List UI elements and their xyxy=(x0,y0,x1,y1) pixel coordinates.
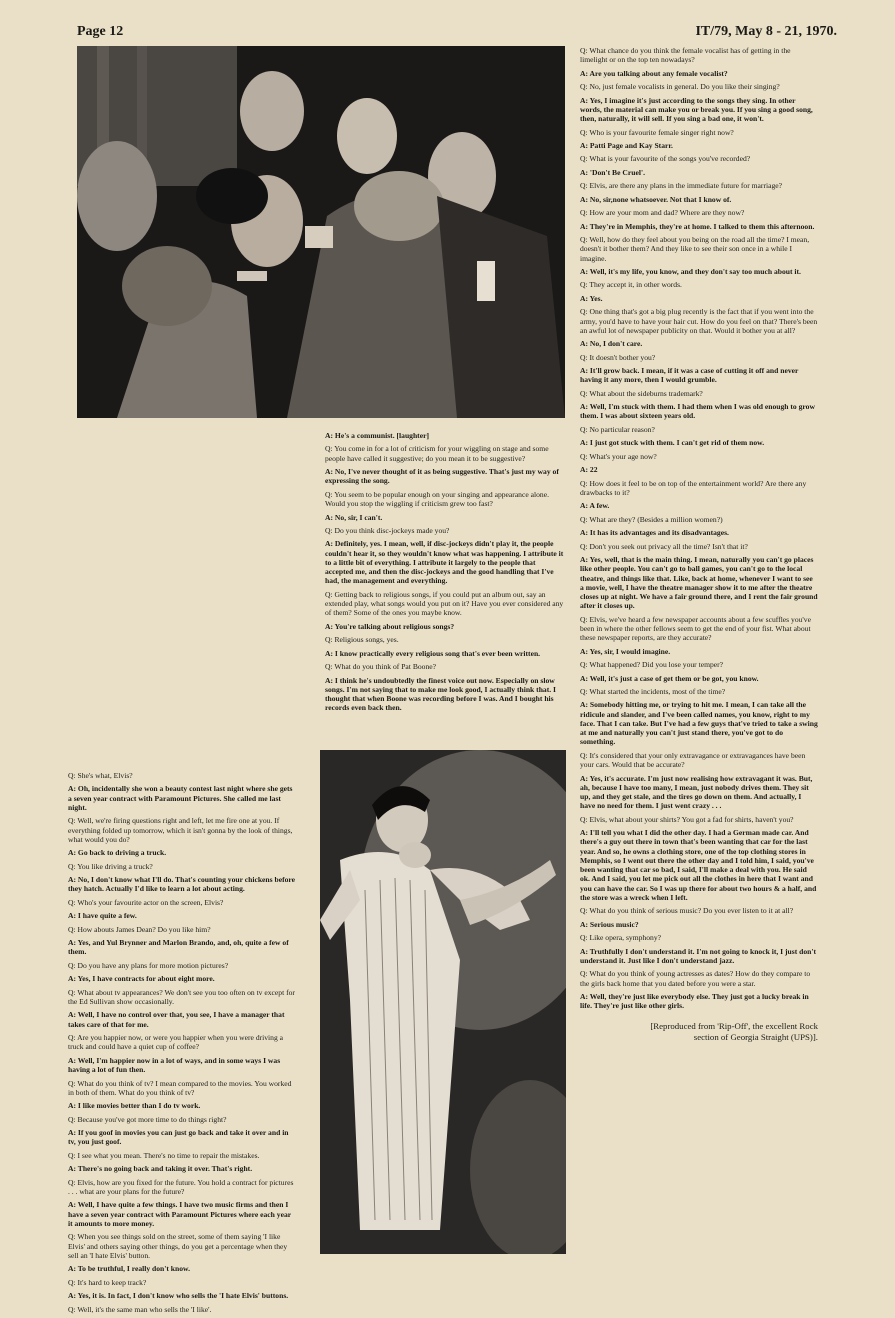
interview-column-left xyxy=(68,771,296,1318)
interview-question: Q: What chance do you think the female vocalist has of getting in the limelight or on the top ten nowadays? xyxy=(580,46,791,65)
interview-column-center xyxy=(325,431,565,717)
interview-answer: A: It'll grow back. I mean, if it was a case of cutting it off and never having it any more, then I would grumble. xyxy=(580,366,799,385)
interview-question: Q: What about tv appearances? We don't see you too often on tv except for the Ed Sullivan show occasionally. xyxy=(68,987,295,1006)
interview-answer: A: Well, I'm stuck with them. I had them when I was old enough to grow them. I was about sixteen years old. xyxy=(580,402,815,421)
interview-answer: A: Well, I have quite a few things. I have two music firms and then I have a seven year contract with Paramount Pictures where each year it amounts to more money. xyxy=(68,1200,291,1228)
interview-question: Q: Don't you seek out privacy all the time? Isn't that it? xyxy=(580,541,748,551)
interview-answer: A: Somebody hitting me, or trying to hit me. I mean, I can take all the ridicule and slander, and I've been called names, you know, right to my face. That I can take. But I've had a few guys that've tried to take a swing at me and naturally you can't just stand there, you've got to do something. xyxy=(580,700,818,747)
interview-question: Q: No particular reason? xyxy=(580,424,655,434)
page-number: Page 12 xyxy=(77,24,124,39)
interview-answer: A: No, I don't know what I'll do. That's counting your chickens before they hatch. Actually I'd like to learn a lot about acting. xyxy=(68,875,296,894)
interview-question: Q: Who is your favourite female singer right now? xyxy=(580,127,734,137)
interview-question: Q: What happened? Did you lose your temper? xyxy=(580,660,724,670)
interview-answer: A: Yes. xyxy=(580,293,603,303)
interview-question: Q: You seem to be popular enough on your singing and appearance alone. Would you stop the wiggling if criticism grew too fast? xyxy=(325,489,549,509)
interview-question: Q: I see what you mean. There's no time to repair the mistakes. xyxy=(68,1150,260,1160)
interview-answer: A: There's no going back and taking it over. That's right. xyxy=(68,1164,253,1174)
interview-answer: A: No, sir, I can't. xyxy=(325,512,383,522)
interview-question: Q: Elvis, what about your shirts? You got a fad for shirts, haven't you? xyxy=(580,814,794,824)
interview-answer: A: Well, I have no control over that, you see, I have a manager that takes care of that for me. xyxy=(68,1010,285,1029)
interview-answer: A: Well, I'm happier now in a lot of ways, and in some ways I was having a lot of fun then. xyxy=(68,1055,281,1075)
interview-answer: A: A few. xyxy=(580,501,610,511)
interview-answer: A: Yes, I imagine it's just according to the songs they sing. In other words, the material can make you or break you. If you sing a good song, then, naturally, it will sell. If you sing a bad one, it won't. xyxy=(580,95,813,124)
interview-question: Q: Elvis, how are you fixed for the future. You hold a contract for pictures . . . what are your plans for the future? xyxy=(68,1177,294,1196)
elvis-performing-photo-art xyxy=(320,750,566,1254)
interview-question: Q: You come in for a lot of criticism for your wiggling on stage and some people have called it suggestive; do you mean it to be suggestive? xyxy=(325,444,549,463)
interview-answer: A: Well, they're just like everybody else. They just got a lucky break in life. They're just like other girls. xyxy=(580,992,809,1011)
interview-answer: A: I'll tell you what I did the other day. I had a German made car. And there's a guy out there in town that's been wanting that car for the last year. And so, he owns a clothing store, one of the top clothing stores in Memphis, so I went out there the other day and I told him, I said, you've been wanting that car so bad, I said, I'll make a deal with you. He said ok. And I said, you let me pick out all the clothes in here that I want and you can have the car. So I was up there for about two hours & a half, and the store was a wreck when I left. xyxy=(580,828,817,902)
interview-answer: A: I think he's undoubtedly the finest voice out now. Especially on slow songs. I'm not saying that to make me look good, I actually think that. I thought that when Boone was recording before I was. And I bought his records even back then. xyxy=(325,675,557,713)
interview-answer: A: Serious music? xyxy=(580,919,639,929)
interview-question: Q: What started the incidents, most of the time? xyxy=(580,687,726,696)
interview-question: Q: She's what, Elvis? xyxy=(68,771,133,780)
interview-question: Q: One thing that's got a big plug recently is the fact that if you went into the army, you'd have to have your hair cut. How do you feel on that? There's been an awful lot of newspaper publicity on that. Would it bother you at all? xyxy=(580,307,818,335)
interview-question: Q: Because you've got more time to do things right? xyxy=(68,1114,227,1124)
interview-question: Q: Who's your favourite actor on the screen, Elvis? xyxy=(68,897,224,907)
press-conference-photo-art xyxy=(77,46,565,418)
interview-answer: A: No, sir,none whatsoever. Not that I know of. xyxy=(580,194,732,204)
interview-answer: A: 22 xyxy=(580,465,598,475)
interview-answer: A: Yes, it is. In fact, I don't know who sells the 'I hate Elvis' buttons. xyxy=(68,1291,289,1301)
interview-question: Q: What do you think of Pat Boone? xyxy=(325,662,437,672)
interview-answer: A: I just got stuck with them. I can't get rid of them now. xyxy=(580,438,765,448)
issue-date: IT/79, May 8 - 21, 1970. xyxy=(695,24,837,39)
interview-answer: A: If you goof in movies you can just go back and take it over and in tv, you just goof. xyxy=(68,1128,289,1147)
interview-question: Q: Elvis, are there any plans in the immediate future for marriage? xyxy=(580,181,782,191)
interview-question: Q: What do you think of tv? I mean compared to the movies. You worked in both of them. What do you think of tv? xyxy=(68,1078,292,1097)
interview-answer: A: Yes, sir, I would imagine. xyxy=(580,646,671,656)
interview-answer: A: Truthfully I don't understand it. I'm not going to knock it, I just don't understand it. Just like I don't understand jazz. xyxy=(580,946,817,965)
interview-answer: A: Yes, well, that is the main thing. I mean, naturally you can't go places like other people. You can't go to ball games, you can't go to the local theatre, and things like that. Like, back at home, whenever I want to see a movie, well, I have the theatre manager show it to me after the theatre closes up at night. We have a fair ground there, and I rent the fair ground after it closes up. xyxy=(580,555,818,611)
interview-question: Q: Getting back to religious songs, if you could put an album out, say an extended play, what songs would you put on it? Have you ever considered any of them? Some of the ones you maybe know. xyxy=(325,589,564,618)
interview-question: Q: What is your favourite of the songs you've recorded? xyxy=(580,154,751,164)
interview-answer: A: 'Don't Be Cruel'. xyxy=(580,167,645,177)
interview-answer: A: Oh, incidentally she won a beauty contest last night where she gets a seven year contract with Paramount Pictures. She called me last night. xyxy=(68,784,293,812)
interview-answer: A: No, I don't care. xyxy=(580,339,643,349)
interview-answer: A: Yes, it's accurate. I'm just now realising how extravagant it was. But, ah, because I have too many, I mean, just nobody drives them. They sit up, and they get stale, and the tires go down on them. And actually, I have no need for them. I just went crazy . . . xyxy=(580,773,813,811)
interview-question: Q: It's hard to keep track? xyxy=(68,1277,147,1287)
interview-answer: A: Are you talking about any female vocalist? xyxy=(580,68,728,78)
reprint-credit-line2: section of Georgia Straight (UPS)]. xyxy=(693,1031,818,1042)
interview-answer: A: No, I've never thought of it as being suggestive. That's just my way of expressing the song. xyxy=(325,467,559,486)
interview-answer: A: To be truthful, I really don't know. xyxy=(68,1264,191,1274)
interview-column-right xyxy=(580,46,818,1043)
interview-question: Q: Are you happier now, or were you happier when you were driving a truck and could have a quiet cup of coffee? xyxy=(68,1033,284,1052)
interview-question: Q: What about the sideburns trademark? xyxy=(580,388,703,398)
interview-answer: A: Yes, and Yul Brynner and Marlon Brando, and, oh, quite a few of them. xyxy=(68,938,289,957)
interview-answer: A: They're in Memphis, they're at home. I talked to them this afternoon. xyxy=(580,221,815,231)
interview-answer: A: Well, it's my life, you know, and they don't say too much about it. xyxy=(580,266,801,276)
interview-question: Q: They accept it, in other words. xyxy=(580,280,682,290)
interview-question: Q: Do you think disc-jockeys made you? xyxy=(325,525,450,535)
interview-question: Q: It's considered that your only extravagance or extravagances have been your cars. Would that be accurate? xyxy=(580,750,806,770)
interview-answer: A: I like movies better than I do tv work. xyxy=(68,1101,201,1111)
interview-question: Q: You like driving a truck? xyxy=(68,861,153,871)
interview-answer: A: He's a communist. [laughter] xyxy=(325,431,429,440)
interview-answer: A: Definitely, yes. I mean, well, if disc-jockeys didn't play it, the people couldn't hear it, so they wouldn't know what was happening. I attribute it to a little bit of everything. I attribute it largely to the people that accepted me, and then the disc-jockeys and the good handling that I've had, the management and everything. xyxy=(325,539,564,586)
interview-answer: A: Go back to driving a truck. xyxy=(68,848,167,858)
interview-question: Q: What do you think of young actresses as dates? How do they compare to the girls back home that you dated before you were a star. xyxy=(580,969,811,988)
interview-answer: A: I have quite a few. xyxy=(68,911,137,921)
interview-question: Q: What's your age now? xyxy=(580,451,657,461)
interview-question: Q: Religious songs, yes. xyxy=(325,635,399,645)
interview-question: Q: What do you think of serious music? Do you ever listen to it at all? xyxy=(580,906,794,916)
interview-answer: A: Yes, I have contracts for about eight more. xyxy=(68,974,215,984)
interview-answer: A: It has its advantages and its disadvantages. xyxy=(580,528,729,538)
interview-question: Q: Well, we're firing questions right and left, let me fire one at you. If everything folded up tomorrow, which it isn't gonna by the look of things, what would you do? xyxy=(68,816,293,844)
interview-question: Q: No, just female vocalists in general. Do you like their singing? xyxy=(580,82,780,92)
interview-answer: A: Well, it's just a case of get them or be got, you know. xyxy=(580,673,759,683)
interview-question: Q: When you see things sold on the street, some of them saying 'I like Elvis' and others saying other things, do you get a percentage when they sell an 'I hate Elvis' button. xyxy=(68,1232,288,1260)
press-conference-photo xyxy=(77,46,565,418)
interview-answer: A: Patti Page and Kay Starr. xyxy=(580,140,673,150)
interview-question: Q: How does it feel to be on top of the entertainment world? Are there any drawbacks to it? xyxy=(580,478,807,497)
elvis-performing-photo xyxy=(320,750,566,1254)
interview-answer: A: You're talking about religious songs? xyxy=(325,621,455,631)
interview-column-right-body xyxy=(580,46,818,1011)
interview-question: Q: What are they? (Besides a million women?) xyxy=(580,514,723,524)
interview-answer: A: I know practically every religious song that's ever been written. xyxy=(325,648,541,658)
reprint-credit-line1: [Reproduced from 'Rip-Off', the excellent Rock xyxy=(650,1020,818,1031)
interview-question: Q: Do you have any plans for more motion pictures? xyxy=(68,960,229,970)
interview-question: Q: How are your mom and dad? Where are they now? xyxy=(580,208,745,218)
reprint-credit xyxy=(580,1021,818,1044)
interview-question: Q: Well, it's the same man who sells the 'I like'. xyxy=(68,1304,212,1314)
interview-question: Q: It doesn't bother you? xyxy=(580,352,656,362)
interview-question: Q: How abouts James Dean? Do you like him? xyxy=(68,924,211,934)
interview-question: Q: Well, how do they feel about you being on the road all the time? I mean, doesn't it bother them? And they like to see their son once in a while I imagine. xyxy=(580,235,810,263)
interview-question: Q: Like opera, symphony? xyxy=(580,933,661,943)
interview-question: Q: Elvis, we've heard a few newspaper accounts about a few scuffles you've been in where the other fellows seem to get the end of your fist. What about these newspaper reports, are they accurate? xyxy=(580,614,811,643)
